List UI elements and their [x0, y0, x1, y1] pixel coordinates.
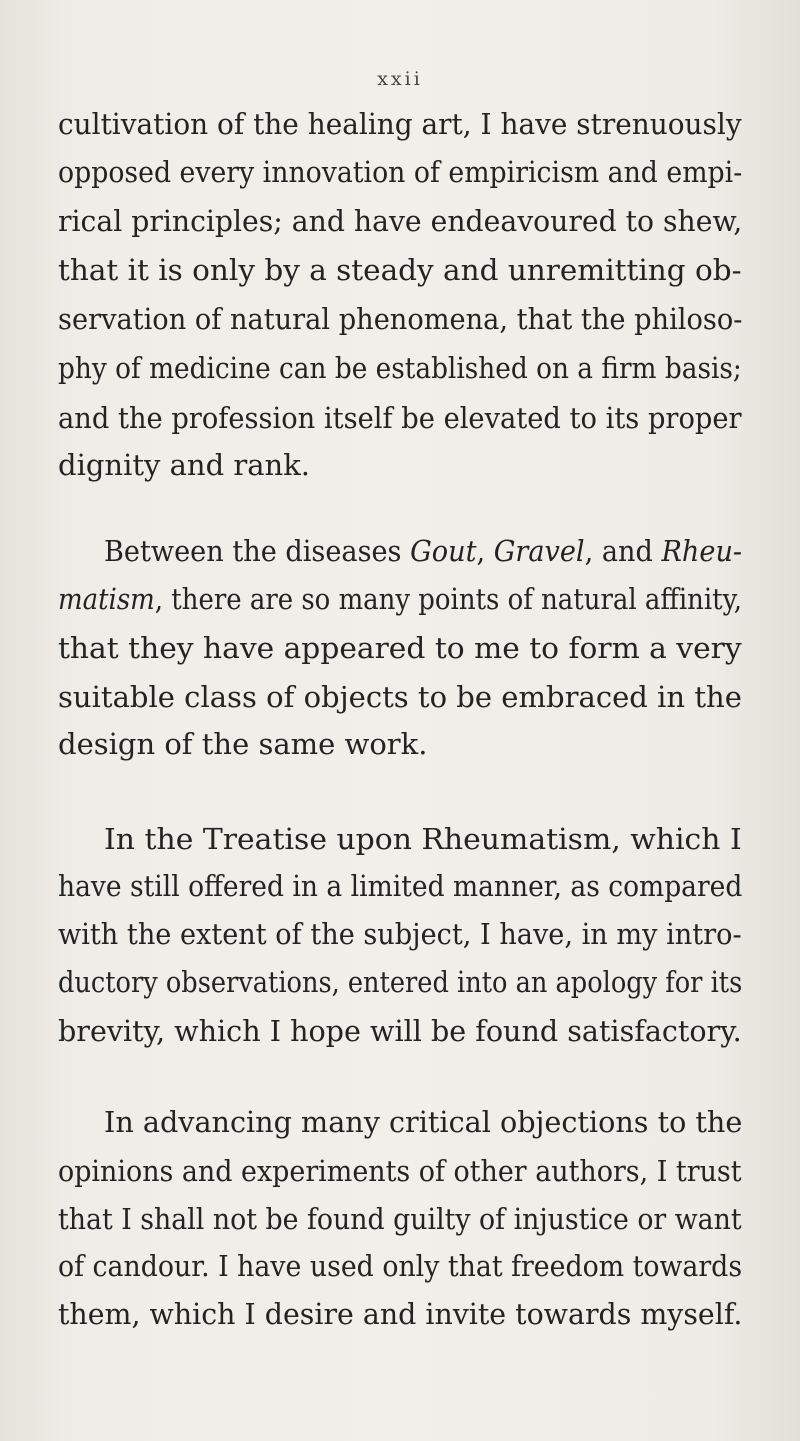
italic-term-rheumatism-part2: matism	[58, 582, 155, 616]
text-line: opposed every innovation of empiricism and empi-	[58, 155, 743, 189]
text-line: have still offered in a limited manner, as compared	[58, 869, 743, 903]
text-fragment: ,	[476, 534, 494, 568]
text-line: that I shall not be found guilty of injustice or want	[58, 1202, 742, 1236]
text-line: that they have appeared to me to form a very	[58, 631, 742, 665]
text-line: them, which I desire and invite towards myself.	[58, 1297, 743, 1331]
text-line: brevity, which I hope will be found satisfactory.	[58, 1014, 742, 1048]
italic-term-gravel: Gravel	[493, 534, 585, 568]
text-line: design of the same work.	[58, 727, 428, 761]
text-line: phy of medicine can be established on a firm basis;	[58, 351, 742, 385]
italic-term-rheumatism-part1: Rheu-	[661, 534, 743, 568]
italic-term-gout: Gout	[410, 534, 477, 568]
page-number: xxii	[377, 68, 423, 90]
text-line: dignity and rank.	[58, 448, 310, 482]
text-line: with the extent of the subject, I have, in my intro-	[58, 917, 742, 951]
text-line-with-italics	[58, 579, 742, 619]
text-fragment: Between the diseases	[104, 534, 411, 568]
text-line-with-italics	[104, 531, 742, 571]
text-line: servation of natural phenomena, that the philoso-	[58, 302, 743, 336]
text-line: of candour. I have used only that freedom towards	[58, 1249, 743, 1283]
text-line: In advancing many critical objections to the	[104, 1105, 743, 1139]
text-line: ductory observations, entered into an apology for its	[58, 965, 743, 999]
text-line: rical principles; and have endeavoured to shew,	[58, 204, 743, 238]
text-line: that it is only by a steady and unremitting ob-	[58, 253, 742, 287]
text-line: suitable class of objects to be embraced in the	[58, 680, 742, 714]
text-line: cultivation of the healing art, I have strenuously	[58, 107, 742, 141]
text-fragment: , there are so many points of natural affinity,	[154, 582, 743, 616]
text-line: and the profession itself be elevated to its proper	[58, 401, 742, 435]
text-line: In the Treatise upon Rheumatism, which I	[104, 822, 742, 856]
text-line: opinions and experiments of other authors, I trust	[58, 1154, 742, 1188]
text-fragment: , and	[584, 534, 662, 568]
